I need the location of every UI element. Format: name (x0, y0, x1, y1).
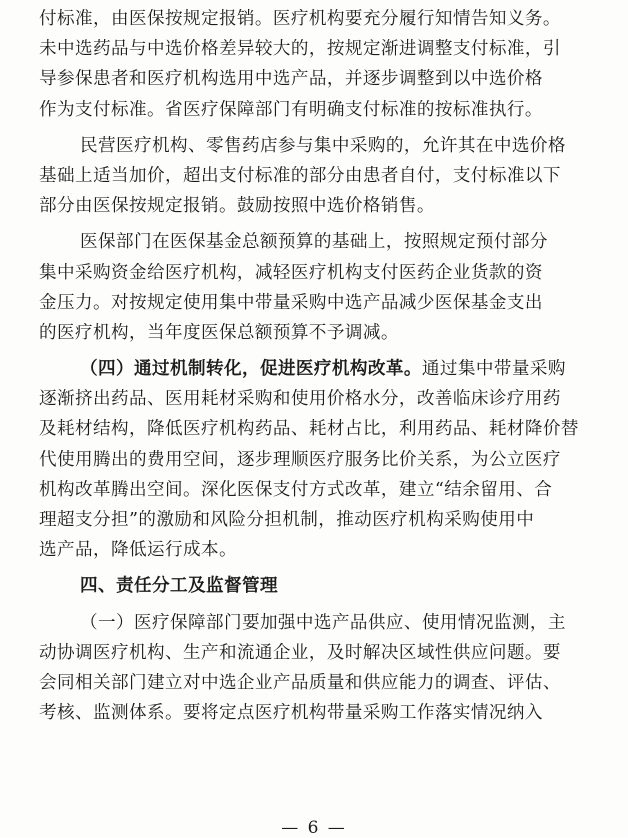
paragraph-line: 作为支付标准。省医疗保障部门有明确支付标准的按标准执行。 (39, 99, 543, 120)
document-body (39, 4, 587, 728)
paragraph-line: （一）医疗保障部门要加强中选产品供应、使用情况监测，主 (80, 612, 566, 633)
paragraph-line: 付标准，由医保按规定报销。医疗机构要充分履行知情告知义务。 (39, 9, 561, 29)
paragraph-line: 导参保患者和医疗机构选用中选产品，并逐步调整到以中选价格 (39, 69, 543, 90)
paragraph-line: 民营医疗机构、零售药店参与集中采购的，允许其在中选价格 (80, 135, 566, 156)
paragraph-line: 金压力。对按规定使用集中带量采购中选产品减少医保基金支出 (39, 292, 543, 313)
paragraph-line: 的医疗机构，当年度医保总额预算不予调减。 (39, 322, 399, 343)
paragraph-line: 医保部门在医保基金总额预算的基础上，按照规定预付部分 (80, 232, 548, 253)
subsection-heading: （四）通过机制转化，促进医疗机构改革。 (80, 359, 422, 380)
paragraph-line: 会同相关部门建立对中选企业产品质量和供应能力的调查、评估、 (39, 672, 561, 693)
paragraph-line: 考核、监测体系。要将定点医疗机构带量采购工作落实情况纳入 (39, 703, 543, 724)
paragraph-line: 动协调医疗机构、生产和流通企业，及时解决区域性供应问题。要 (39, 642, 561, 663)
paragraph-line: 选产品，降低运行成本。 (39, 540, 237, 561)
paragraph-line: 未中选药品与中选价格差异较大的，按规定渐进调整支付标准，引 (39, 39, 561, 60)
paragraph-line: 逐渐挤出药品、医用耗材采购和使用价格水分，改善临床诊疗用药 (39, 389, 561, 410)
paragraph-line: 部分由医保按规定报销。鼓励按照中选价格销售。 (39, 196, 435, 217)
paragraph-line: 集中采购资金给医疗机构，减轻医疗机构支付医药企业货款的资 (39, 262, 543, 283)
paragraph-line: 及耗材结构，降低医疗机构药品、耗材占比，利用药品、耗材降价替 (39, 419, 579, 440)
page-number: — 6 — (281, 818, 347, 838)
paragraph-line: 基础上适当加价，超出支付标准的部分由患者自付，支付标准以下 (39, 165, 561, 186)
paragraph-line (39, 354, 587, 384)
paragraph-line: 代使用腾出的费用空间，逐步理顺医疗服务比价关系，为公立医疗 (39, 449, 561, 470)
paragraph-line: 机构改革腾出空间。深化医保支付方式改革，建立“结余留用、合 (39, 479, 553, 500)
paragraph-text: 通过集中带量采购 (421, 359, 566, 380)
section-heading: 四、责任分工及监督管理 (80, 576, 278, 597)
paragraph-line: 理超支分担”的激励和风险分担机制，推动医疗机构采购使用中 (39, 510, 535, 530)
